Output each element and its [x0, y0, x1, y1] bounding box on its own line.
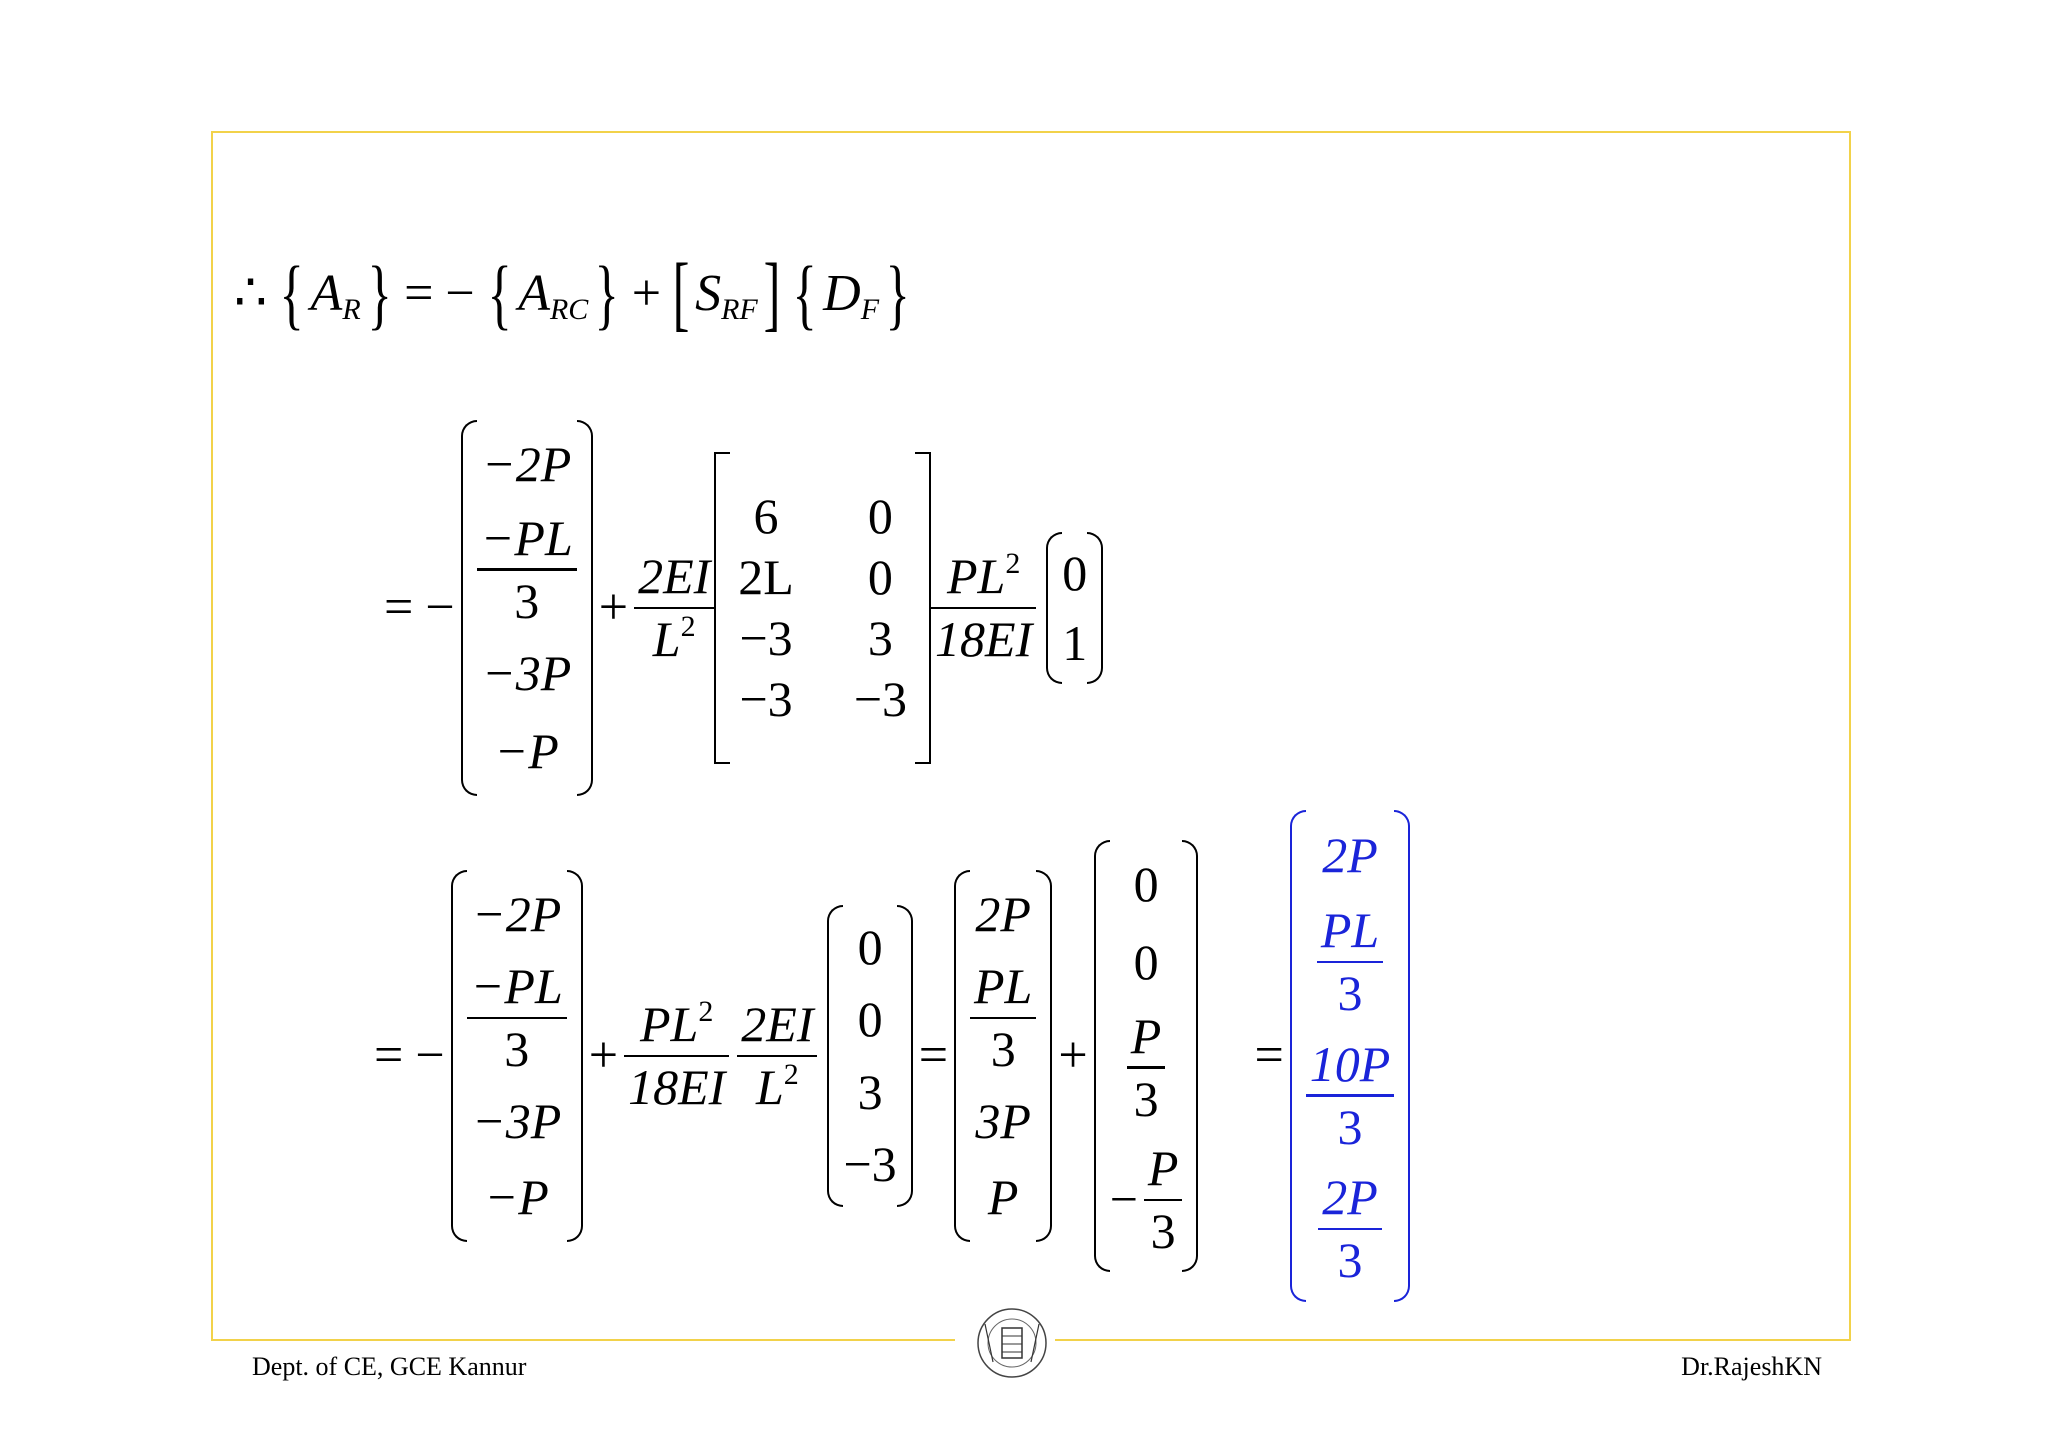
- vector-arc-2: −2P $\frac{-PL}{3}$ −3P −P: [451, 870, 583, 1242]
- therefore-symbol: ∴: [234, 265, 268, 322]
- vector-df: 0 1: [1046, 532, 1103, 684]
- college-emblem-icon: [975, 1306, 1049, 1380]
- equation-line-1: ∴ { A R } = − { A RC } + [ S RF ] { D F }: [228, 252, 917, 336]
- result-vector: 2P $\frac{PL}{3}$ $\frac{10P}{3}$ $\frac{2P}{3}$: [1290, 810, 1411, 1302]
- coefficient-2ei-l2: $\frac{2EI}{L^2}$: [634, 550, 714, 666]
- equation-line-3: = − −2P $\frac{-PL}{3}$ −3P −P + $\frac{PL^2}{18EI}$ $\frac{2EI}{L^2}$ 0 0 3 −3 = 2P $\frac{PL}{3}$ 3P P + 0 0 $\frac{P}{3}$ − $\frac{P}{3}$ = 2P $\frac{PL}{3}$ $\frac{10P}{3}$ $\frac{2P}{3}$: [368, 810, 1410, 1302]
- equation-line-2: = − −2P $\frac{-PL}{3}$ −3P −P + $\frac{2EI}{L^2}$ 6 0 2L 0 −3 3 −3 −3 $\frac{PL^2}{18EI}$ 0 1: [378, 420, 1103, 796]
- footer-author: Dr.RajeshKN: [1681, 1352, 1822, 1381]
- vector-sum-term: 0 0 $\frac{P}{3}$ − $\frac{P}{3}$: [1094, 840, 1199, 1272]
- vector-arc: −2P $\frac{-PL}{3}$ −3P −P: [461, 420, 593, 796]
- vector-positive: 2P $\frac{PL}{3}$ 3P P: [954, 870, 1052, 1242]
- vector-product: 0 0 3 −3: [827, 905, 912, 1207]
- coefficient-pl2-18ei: $\frac{PL^2}{18EI}$: [931, 550, 1036, 666]
- stiffness-matrix-srf: 6 0 2L 0 −3 3 −3 −3: [714, 452, 931, 764]
- lhs-var: A: [310, 265, 343, 322]
- footer-department: Dept. of CE, GCE Kannur: [252, 1352, 527, 1381]
